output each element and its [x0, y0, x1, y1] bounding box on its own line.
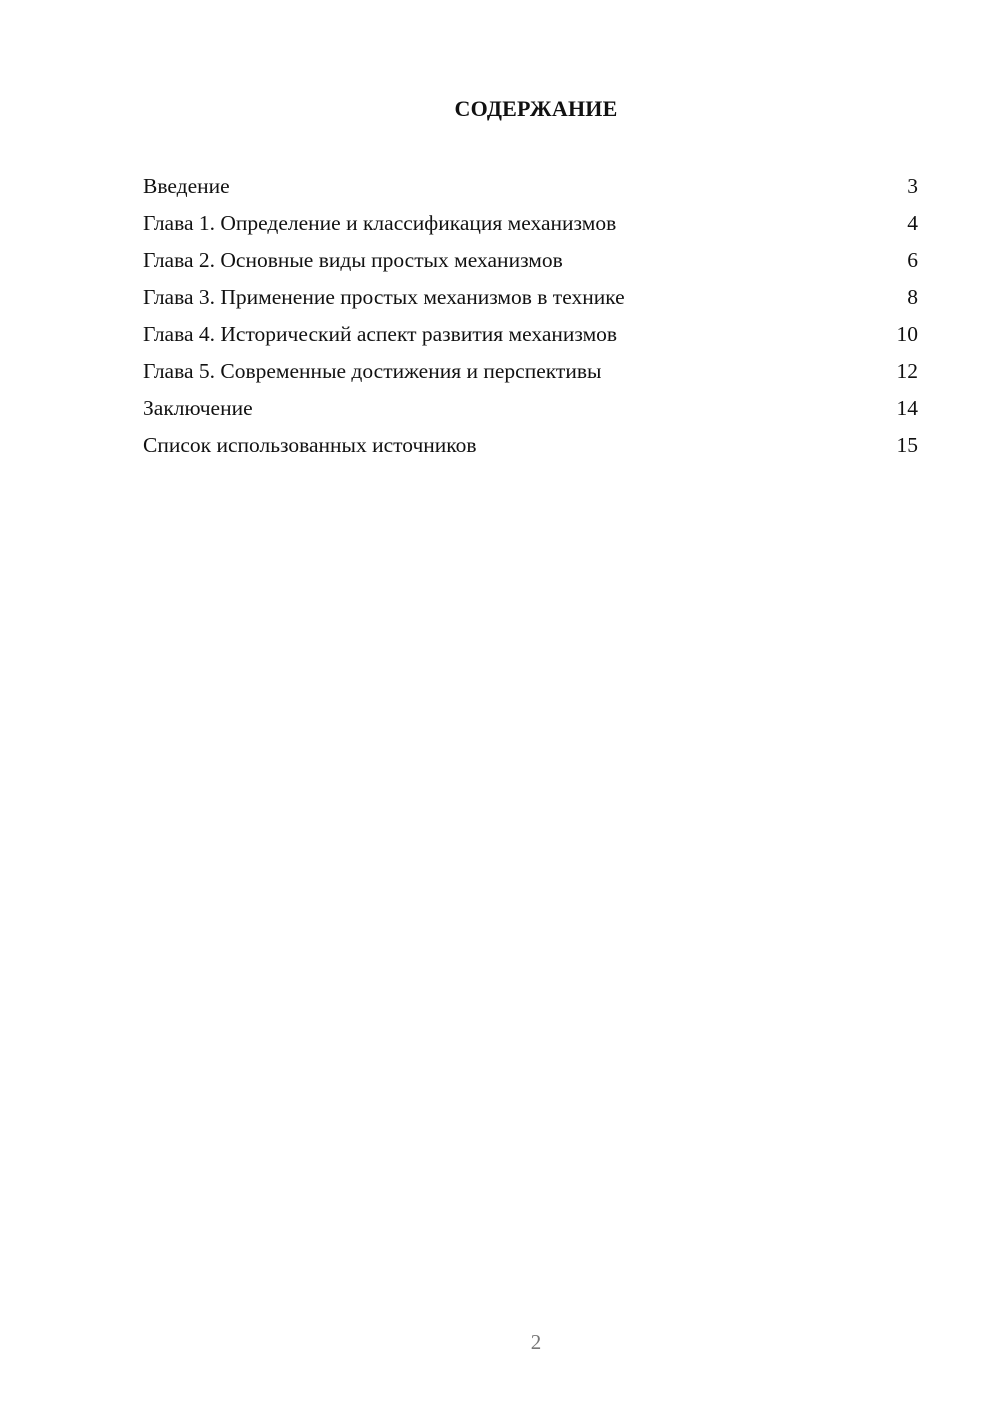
toc-item-page: 8: [907, 285, 918, 309]
toc-item-page: 14: [896, 396, 918, 420]
toc-item-conclusion: [143, 390, 918, 427]
toc-item-label: Глава 3. Применение простых механизмов в технике: [143, 285, 625, 309]
toc-item-introduction: [143, 168, 918, 205]
toc-item-chapter-1: [143, 205, 918, 242]
toc-item-label: Глава 5. Современные достижения и перспективы: [143, 359, 602, 383]
toc-item-label: Введение: [143, 174, 230, 198]
toc-item-chapter-3: [143, 279, 918, 316]
table-of-contents: [143, 168, 918, 464]
toc-item-page: 12: [896, 359, 918, 383]
toc-item-chapter-2: [143, 242, 918, 279]
toc-item-references: [143, 427, 918, 464]
toc-item-label: Список использованных источников: [143, 433, 477, 457]
toc-item-label: Заключение: [143, 396, 253, 420]
toc-item-chapter-5: [143, 353, 918, 390]
toc-item-page: 10: [896, 322, 918, 346]
toc-item-page: 3: [907, 174, 918, 198]
page-title: СОДЕРЖАНИЕ: [454, 96, 618, 121]
toc-item-page: 6: [907, 248, 918, 272]
toc-item-label: Глава 4. Исторический аспект развития механизмов: [143, 322, 618, 346]
toc-item-label: Глава 1. Определение и классификация механизмов: [143, 211, 617, 235]
toc-item-chapter-4: [143, 316, 918, 353]
toc-item-label: Глава 2. Основные виды простых механизмов: [143, 248, 563, 272]
toc-item-page: 15: [896, 433, 918, 457]
page-number: 2: [530, 1330, 542, 1354]
toc-item-page: 4: [907, 211, 918, 235]
